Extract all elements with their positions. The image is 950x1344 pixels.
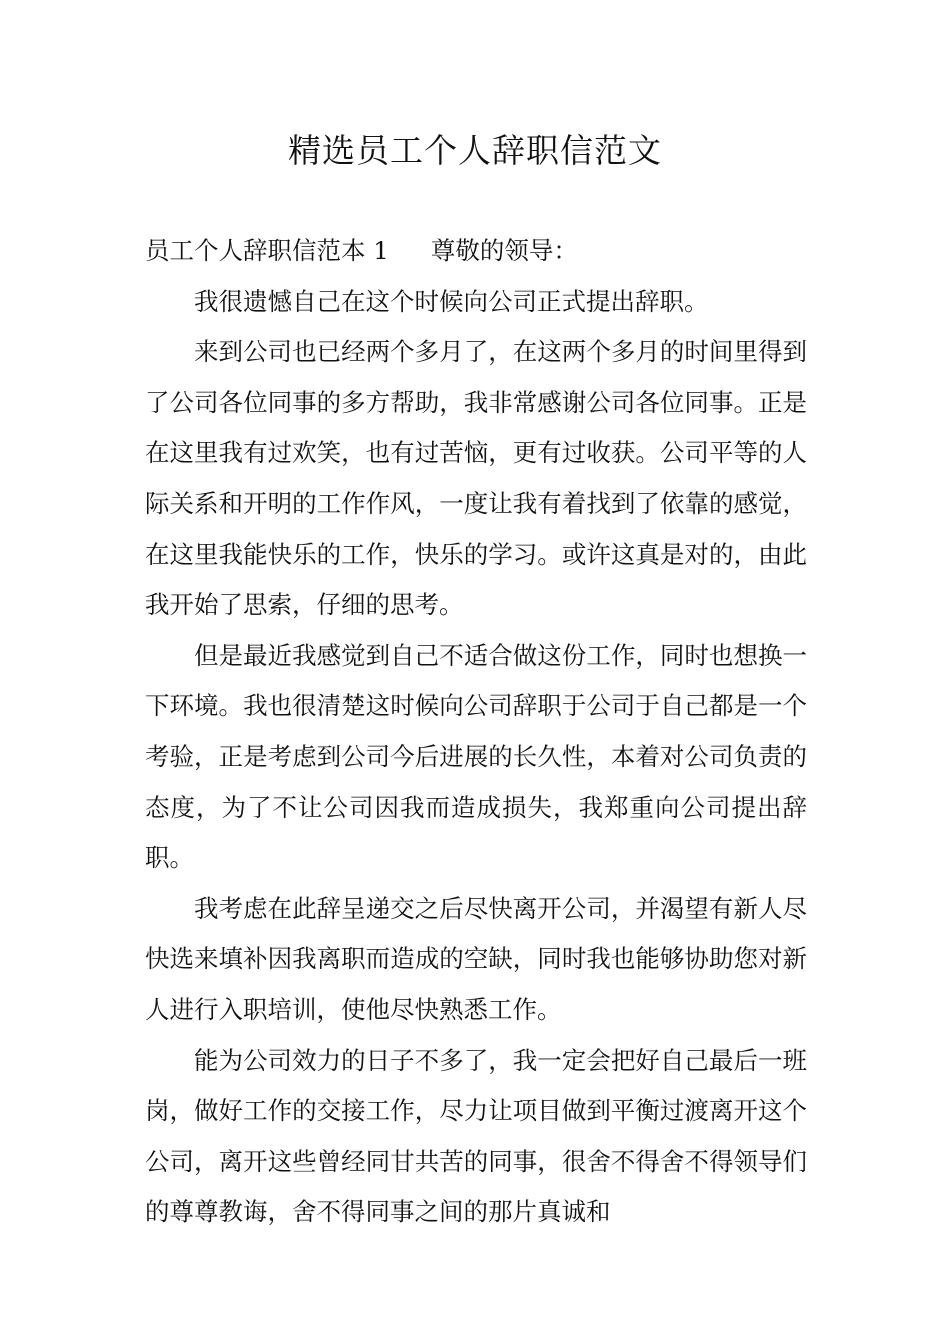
paragraph-5: 能为公司效力的日子不多了，我一定会把好自己最后一班岗，做好工作的交接工作，尽力让项目做到平衡过渡离开这个公司，离开这些曾经同甘共苦的同事，很舍不得舍不得领导们的尊尊教诲，舍不得同事之间的那片真诚和: [145, 1045, 807, 1227]
paragraph-3: 但是最近我感觉到自己不适合做这份工作，同时也想换一下环境。我也很清楚这时候向公司辞职于公司于自己都是一个考验，正是考虑到公司今后进展的长久性，本着对公司负责的态度，为了不让公司因我而造成损失，我郑重向公司提出辞职。: [145, 640, 807, 873]
paragraph-2: 来到公司也已经两个多月了，在这两个多月的时间里得到了公司各位同事的多方帮助，我非常感谢公司各位同事。正是在这里我有过欢笑，也有过苦恼，更有过收获。公司平等的人际关系和开明的工作作风，一度让我有着找到了依靠的感觉，在这里我能快乐的工作，快乐的学习。或许这真是对的，由此我开始了思索，仔细的思考。: [145, 337, 807, 620]
salutation: 尊敬的领导：: [430, 236, 578, 265]
heading-line: [145, 226, 807, 277]
section-label: 员工个人辞职信范本 1: [145, 236, 389, 265]
document-body: [145, 226, 807, 1238]
paragraph-1: 我很遗憾自己在这个时候向公司正式提出辞职。: [194, 286, 709, 316]
document-title: 精选员工个人辞职信范文: [288, 131, 662, 170]
paragraph-4: 我考虑在此辞呈递交之后尽快离开公司，并渴望有新人尽快选来填补因我离职而造成的空缺，同时我也能够协助您对新人进行入职培训，使他尽快熟悉工作。: [145, 893, 807, 1024]
